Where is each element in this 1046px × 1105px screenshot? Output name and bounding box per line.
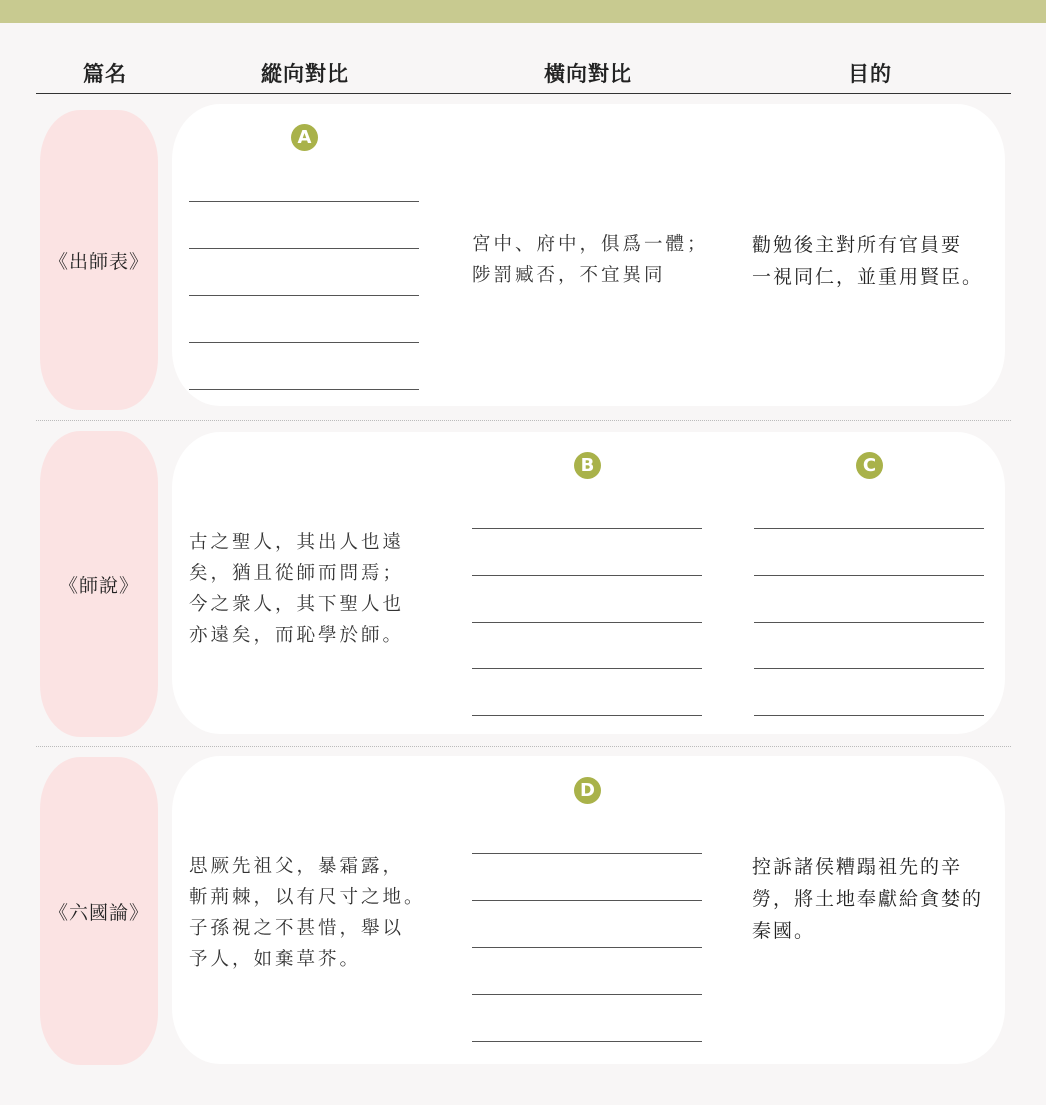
vertical-text: 古之聖人，其出人也遠 矣，猶且從師而問焉； 今之衆人，其下聖人也 亦遠矣，而恥學於師。 [189,532,405,646]
table-header [0,48,1046,94]
answer-blank[interactable] [189,248,419,249]
row-divider [36,746,1011,747]
purpose-text: 控訴諸侯糟蹋祖先的辛 勞，將土地奉獻給貪婪的 秦國。 [752,856,984,942]
row-title-pill [40,757,158,1065]
answer-blank[interactable] [472,622,702,623]
answer-blank[interactable] [472,900,702,901]
header-purpose: 目的 [848,61,892,86]
answer-blank[interactable] [754,715,984,716]
answer-blank[interactable] [472,947,702,948]
answer-blank[interactable] [754,575,984,576]
vertical-text: 思厥先祖父，暴霜露， 斬荊棘，以有尺寸之地。 子孫視之不甚惜，舉以 予人，如棄草芥。 [189,856,426,970]
answer-blank[interactable] [189,295,419,296]
answer-badge-a: A [291,124,318,151]
row-title-pill [40,110,158,410]
answer-blank[interactable] [189,201,419,202]
answer-badge-b: B [574,452,601,479]
header-rule [36,93,1011,94]
answer-blank[interactable] [472,853,702,854]
answer-blank[interactable] [472,668,702,669]
header-vertical: 縱向對比 [261,61,349,86]
answer-blank[interactable] [472,528,702,529]
answer-blank[interactable] [189,389,419,390]
answer-blank[interactable] [472,715,702,716]
answer-badge-c: C [856,452,883,479]
purpose-text: 勸勉後主對所有官員要 一視同仁，並重用賢臣。 [752,234,984,288]
row-divider [36,420,1011,421]
top-color-bar [0,0,1046,23]
answer-blank[interactable] [472,575,702,576]
answer-blank[interactable] [754,668,984,669]
header-horizontal: 橫向對比 [544,61,632,86]
row-title: 《六國論》 [48,901,149,924]
answer-blank[interactable] [472,1041,702,1042]
answer-blank[interactable] [754,528,984,529]
answer-blank[interactable] [472,994,702,995]
row-title: 《出師表》 [48,250,149,273]
row-title: 《師說》 [58,574,139,597]
answer-blank[interactable] [189,342,419,343]
header-title: 篇名 [83,61,127,86]
horizontal-text: 宮中、府中，俱爲一體； 陟罰臧否，不宜異同 [472,234,709,286]
answer-badge-d: D [574,777,601,804]
answer-blank[interactable] [754,622,984,623]
row-title-pill [40,431,158,737]
